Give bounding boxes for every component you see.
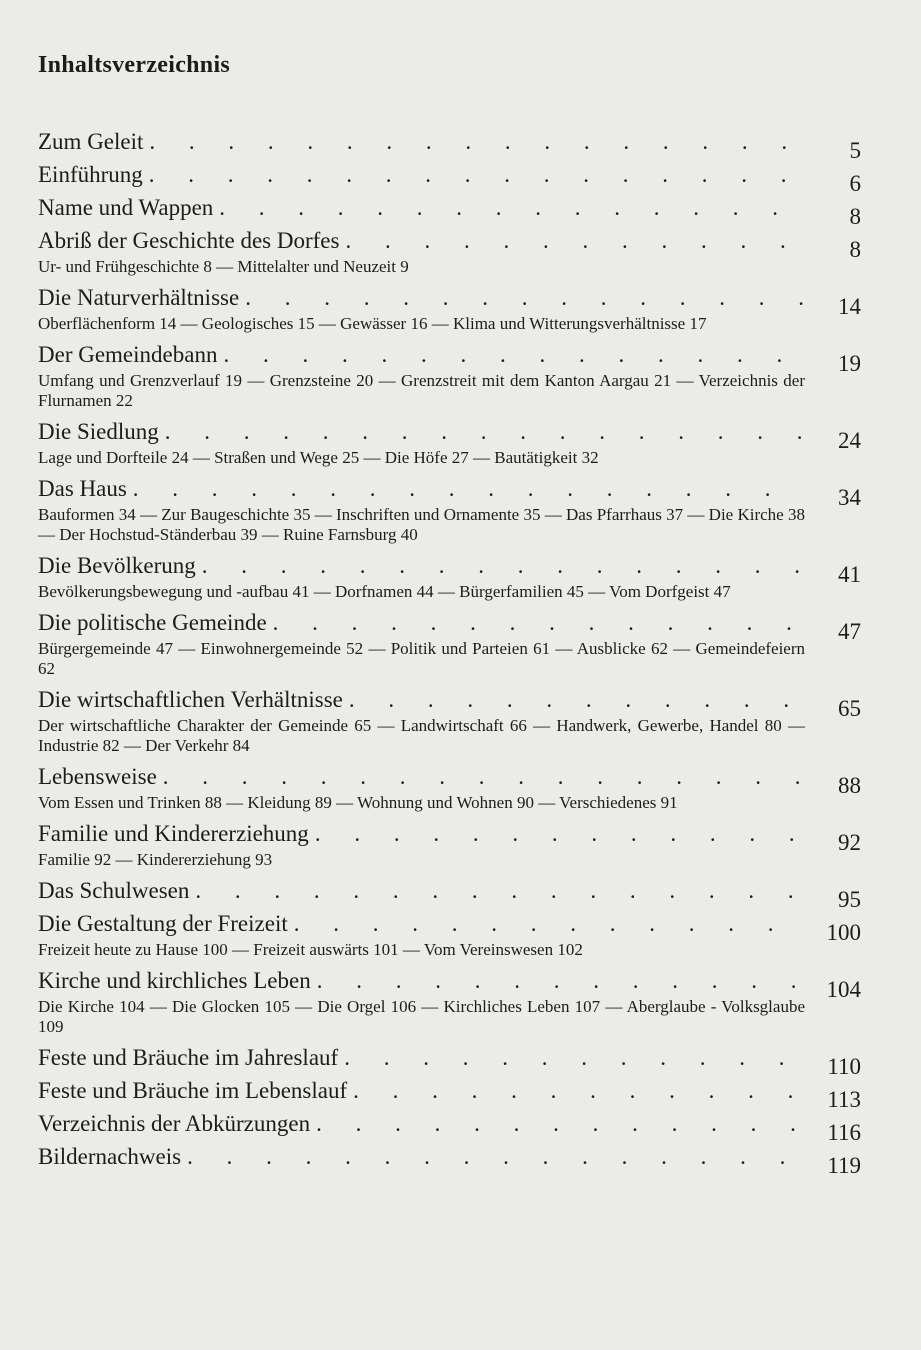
toc-entry — [38, 472, 861, 549]
toc-page-number: 88 — [838, 773, 861, 798]
toc-page-number: 119 — [827, 1153, 861, 1178]
toc-title-line — [38, 472, 861, 510]
toc-subtopics: Bauformen 34 — Zur Baugeschichte 35 — Inschriften und Ornamente 35 — Das Pfarrhaus 37 — Die Kirche 38 — Der Hochstud-Ständerbau 39 — Ruine Farnsburg 40 — [38, 505, 805, 544]
toc-page-number: 24 — [838, 428, 861, 453]
toc-title-line — [38, 338, 861, 376]
dot-leader — [317, 964, 805, 997]
dot-leader — [149, 158, 805, 191]
toc-title-line — [38, 1107, 861, 1145]
toc-entry-title: Einführung — [38, 162, 143, 187]
dot-leader — [219, 191, 805, 224]
toc-subtopics: Bevölkerungsbewegung und -aufbau 41 — Dorfnamen 44 — Bürgerfamilien 45 — Vom Dorfgeist 47 — [38, 582, 731, 601]
toc-entry-title: Die Naturverhältnisse — [38, 285, 240, 310]
toc-entry-title: Das Schulwesen — [38, 878, 190, 903]
toc-title-line — [38, 549, 861, 587]
toc-list — [38, 125, 861, 1178]
toc-entry — [38, 817, 861, 874]
toc-entry-title: Das Haus — [38, 476, 127, 501]
toc-title-line — [38, 125, 861, 163]
toc-entry-title: Der Gemeindebann — [38, 342, 218, 367]
dot-leader — [195, 874, 805, 907]
toc-page-number: 110 — [827, 1054, 861, 1079]
dot-leader — [344, 1041, 805, 1074]
dot-leader — [245, 281, 805, 314]
toc-entry-title: Die wirtschaftlichen Verhältnisse — [38, 687, 343, 712]
dot-leader — [133, 472, 805, 505]
dot-leader — [345, 224, 805, 257]
dot-leader — [223, 338, 805, 371]
toc-entry-title: Verzeichnis der Abkürzungen — [38, 1111, 311, 1136]
toc-subtopics: Lage und Dorfteile 24 — Straßen und Wege 25 — Die Höfe 27 — Bautätigkeit 32 — [38, 448, 599, 467]
toc-subtopics: Familie 92 — Kindererziehung 93 — [38, 850, 273, 869]
toc-entry — [38, 158, 861, 196]
toc-entry — [38, 1107, 861, 1145]
toc-entry — [38, 964, 861, 1041]
toc-page-number: 19 — [838, 351, 861, 376]
dot-leader — [149, 125, 805, 158]
toc-entry-title: Bildernachweis — [38, 1144, 182, 1169]
toc-entry — [38, 1074, 861, 1112]
toc-entry — [38, 1041, 861, 1079]
toc-entry-title: Feste und Bräuche im Lebenslauf — [38, 1078, 348, 1103]
toc-page-number: 5 — [849, 138, 861, 163]
toc-entry — [38, 907, 861, 964]
toc-page-number: 65 — [838, 696, 861, 721]
toc-page-number: 92 — [838, 830, 861, 855]
toc-title-line — [38, 281, 861, 319]
toc-page-number: 95 — [838, 887, 861, 912]
toc-title-line — [38, 1041, 861, 1079]
toc-title-line — [38, 760, 861, 798]
toc-title-line — [38, 1140, 861, 1178]
toc-title-line — [38, 964, 861, 1002]
dot-leader — [163, 760, 805, 793]
toc-entry — [38, 281, 861, 338]
toc-title-line — [38, 606, 861, 644]
toc-subtopics: Freizeit heute zu Hause 100 — Freizeit auswärts 101 — Vom Vereinswesen 102 — [38, 940, 583, 959]
toc-entry-title: Abriß der Geschichte des Dorfes — [38, 228, 340, 253]
toc-entry — [38, 683, 861, 760]
toc-page-number: 100 — [826, 920, 861, 945]
toc-page-number: 6 — [849, 171, 861, 196]
toc-entry-title: Die Bevölkerung — [38, 553, 196, 578]
toc-subtopics: Oberflächenform 14 — Geologisches 15 — Gewässer 16 — Klima und Witterungsverhältnisse 17 — [38, 314, 707, 333]
toc-entry — [38, 874, 861, 912]
toc-entry — [38, 606, 861, 683]
dot-leader — [202, 549, 805, 582]
toc-page-number: 34 — [838, 485, 861, 510]
toc-subtopics: Ur- und Frühgeschichte 8 — Mittelalter und Neuzeit 9 — [38, 257, 409, 276]
toc-entry-title: Familie und Kindererziehung — [38, 821, 309, 846]
dot-leader — [315, 817, 805, 850]
toc-entry-title: Die Gestaltung der Freizeit — [38, 911, 288, 936]
toc-subtopics: Vom Essen und Trinken 88 — Kleidung 89 — Wohnung und Wohnen 90 — Verschiedenes 91 — [38, 793, 678, 812]
toc-entry — [38, 760, 861, 817]
toc-title-line — [38, 415, 861, 453]
toc-page-number: 47 — [838, 619, 861, 644]
dot-leader — [294, 907, 805, 940]
toc-title-line — [38, 224, 861, 262]
toc-page-number: 41 — [838, 562, 861, 587]
toc-entry — [38, 1140, 861, 1178]
toc-title-line — [38, 683, 861, 721]
toc-title-line — [38, 191, 861, 229]
page-title: Inhaltsverzeichnis — [38, 52, 231, 78]
toc-page-number: 113 — [827, 1087, 861, 1112]
toc-entry-title: Name und Wappen — [38, 195, 214, 220]
toc-subtopics: Bürgergemeinde 47 — Einwohnergemeinde 52 — Politik und Parteien 61 — Ausblicke 62 — Gemeindefeiern 62 — [38, 639, 805, 678]
dot-leader — [349, 683, 805, 716]
toc-title-line — [38, 1074, 861, 1112]
dot-leader — [316, 1107, 805, 1140]
toc-entry-title: Kirche und kirchliches Leben — [38, 968, 311, 993]
toc-page-number: 104 — [826, 977, 861, 1002]
toc-entry — [38, 191, 861, 229]
toc-title-line — [38, 158, 861, 196]
toc-entry — [38, 338, 861, 415]
toc-title-line — [38, 817, 861, 855]
toc-page-number: 8 — [849, 204, 861, 229]
dot-leader — [165, 415, 805, 448]
toc-title-line — [38, 874, 861, 912]
toc-entry-title: Zum Geleit — [38, 129, 144, 154]
dot-leader — [273, 606, 805, 639]
dot-leader — [187, 1140, 805, 1173]
dot-leader — [353, 1074, 805, 1107]
toc-entry — [38, 549, 861, 606]
toc-entry-title: Feste und Bräuche im Jahreslauf — [38, 1045, 339, 1070]
toc-page-number: 8 — [849, 237, 861, 262]
toc-entry — [38, 415, 861, 472]
toc-subtopics: Der wirtschaftliche Charakter der Gemeinde 65 — Landwirtschaft 66 — Handwerk, Gewerbe, Handel 80 — Industrie 82 — Der Verkehr 84 — [38, 716, 805, 755]
toc-subtopics: Die Kirche 104 — Die Glocken 105 — Die Orgel 106 — Kirchliches Leben 107 — Aberglaube - Volksglaube 109 — [38, 997, 805, 1036]
toc-page-number: 116 — [827, 1120, 861, 1145]
toc-entry-title: Die politische Gemeinde — [38, 610, 267, 635]
toc-entry — [38, 125, 861, 163]
toc-entry — [38, 224, 861, 281]
toc-entry-title: Die Siedlung — [38, 419, 159, 444]
toc-subtopics: Umfang und Grenzverlauf 19 — Grenzsteine 20 — Grenzstreit mit dem Kanton Aargau 21 — Verzeichnis der Flurnamen 22 — [38, 371, 805, 410]
toc-entry-title: Lebensweise — [38, 764, 157, 789]
toc-page-number: 14 — [838, 294, 861, 319]
toc-title-line — [38, 907, 861, 945]
